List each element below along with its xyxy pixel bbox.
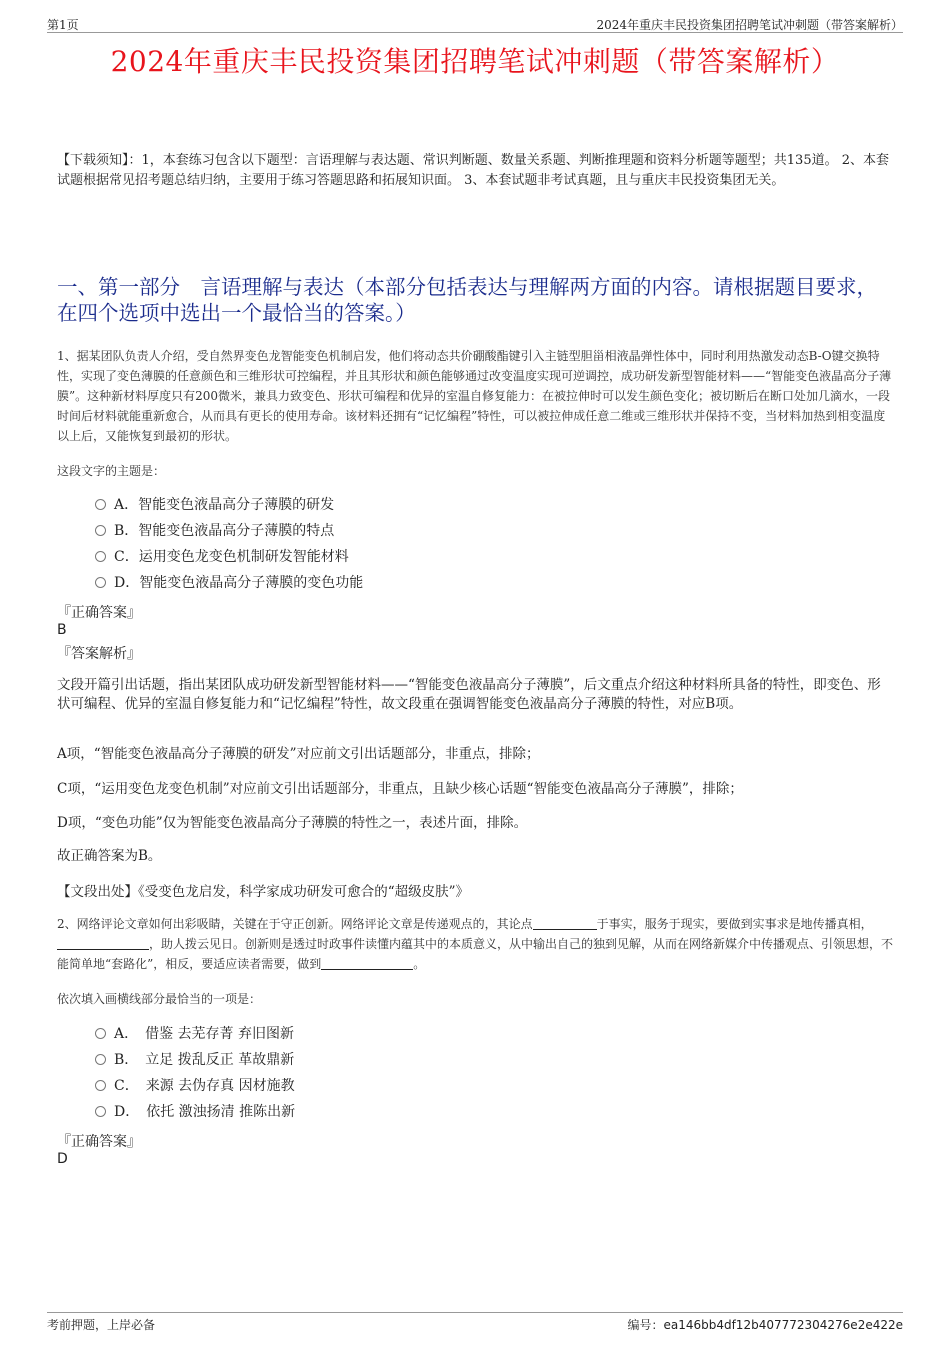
q1-analysis-d: D项，“变色功能”仅为智能变色液晶高分子薄膜的特性之一，表述片面，排除。: [57, 815, 528, 831]
q2-option-a[interactable]: A． 借鉴 去芜存菁 弃旧图新: [95, 1021, 295, 1047]
q1-options: [95, 492, 363, 596]
q1-analysis-c: C项，“运用变色龙变色机制”对应前文引出话题部分，非重点，且缺少核心话题“智能变色液晶高分子薄膜”，排除；: [57, 781, 743, 797]
download-notice: 【下载须知】：1，本套练习包含以下题型：言语理解与表达题、常识判断题、数量关系题、判断推理题和资料分析题等题型；共135道。 2、本套试题根据常见招考题总结归纳，主要用于练习答题思路和拓展知识面。 3、本套试题非考试真题，且与重庆丰民投资集团无关。: [57, 153, 889, 188]
radio-icon[interactable]: [95, 1054, 106, 1065]
q2-blank-2: [57, 936, 149, 950]
q1-prompt: 这段文字的主题是：: [57, 464, 166, 478]
q2-answer: D: [57, 1151, 68, 1167]
q1-source: 【文段出处】《受变色龙启发，科学家成功研发可愈合的“超级皮肤”》: [57, 884, 470, 900]
q2-passage: 2、网络评论文章如何出彩吸睛，关键在于守正创新。网络评论文章是传递观点的，其论点 于事实，服务于现实，要做到实事求是地传播真相，，助人拨云见日。创新则是透过时政事件读懂内蕴其中的本质意义，从中输出自己的独到见解，从而在网络新媒介中传播观点、引领思想，不能简单地“套路化”，相反，要适应读者需要，做到 。: [57, 917, 894, 971]
q2-option-b[interactable]: B． 立足 拨乱反正 革故鼎新: [95, 1047, 295, 1073]
q1-option-b[interactable]: B．智能变色液晶高分子薄膜的特点: [95, 518, 363, 544]
q2-prompt: 依次填入画横线部分最恰当的一项是：: [57, 992, 262, 1006]
q2-option-c[interactable]: C． 来源 去伪存真 因材施教: [95, 1073, 295, 1099]
q1-analysis-main: 文段开篇引出话题，指出某团队成功研发新型智能材料——“智能变色液晶高分子薄膜”，后文重点介绍这种材料所具备的特性，即变色、形状可编程、优异的室温自修复能力和“记忆编程”特性，故文段重在强调智能变色液晶高分子薄膜的特性，对应B项。: [57, 677, 881, 712]
q1-analysis-a: A项，“智能变色液晶高分子薄膜的研发”对应前文引出话题部分，非重点，排除；: [57, 746, 540, 762]
q1-option-a[interactable]: A．智能变色液晶高分子薄膜的研发: [95, 492, 363, 518]
q1-analysis-label: 『答案解析』: [57, 646, 141, 662]
radio-icon[interactable]: [95, 1106, 106, 1117]
q1-option-d[interactable]: D．智能变色液晶高分子薄膜的变色功能: [95, 570, 363, 596]
radio-icon[interactable]: [95, 551, 106, 562]
q2-blank-3: [321, 956, 413, 970]
q1-answer: B: [57, 622, 67, 638]
radio-icon[interactable]: [95, 1080, 106, 1091]
section-heading: 一、第一部分 言语理解与表达（本部分包括表达与理解两方面的内容。请根据题目要求，在四个选项中选出一个最恰当的答案。）: [57, 275, 877, 325]
page-title: 2024年重庆丰民投资集团招聘笔试冲刺题（带答案解析）: [110, 45, 840, 78]
q2-answer-label: 『正确答案』: [57, 1134, 141, 1150]
q2-blank-1: [533, 916, 597, 930]
radio-icon[interactable]: [95, 525, 106, 536]
page-header: [47, 14, 903, 33]
radio-icon[interactable]: [95, 499, 106, 510]
page-footer: [47, 1312, 903, 1333]
q1-passage: 1、据某团队负责人介绍，受自然界变色龙智能变色机制启发，他们将动态共价硼酸酯键引入主链型胆甾相液晶弹性体中，同时利用热激发动态B-O键交换特性，实现了变色薄膜的任意颜色和三维形状可控编程，并且其形状和颜色能够通过改变温度实现可逆调控，成功研发新型智能材料——“智能变色液晶高分子薄膜”。这种新材料厚度只有200微米，兼具力致变色、形状可编程和优异的室温自修复能力：在被拉伸时可以发生颜色变化；被切断后在断口处加几滴水，一段时间后材料就能重新愈合，从而具有更长的使用寿命。该材料还拥有“记忆编程”特性，可以被拉伸成任意二维或三维形状并保持不变，当材料加热到相变温度以上后，又能恢复到最初的形状。: [57, 349, 892, 443]
footer-code: 编号：ea146bb4df12b407772304276e2e422e: [627, 1318, 903, 1332]
radio-icon[interactable]: [95, 1028, 106, 1039]
page-number: 第1页: [47, 18, 79, 32]
header-doc-title: 2024年重庆丰民投资集团招聘笔试冲刺题（带答案解析）: [596, 18, 903, 32]
q2-options: [95, 1021, 295, 1125]
footer-slogan: 考前押题，上岸必备: [47, 1318, 156, 1332]
q1-analysis-conclusion: 故正确答案为B。: [57, 848, 162, 864]
q1-option-c[interactable]: C．运用变色龙变色机制研发智能材料: [95, 544, 363, 570]
radio-icon[interactable]: [95, 577, 106, 588]
q2-option-d[interactable]: D． 依托 激浊扬清 推陈出新: [95, 1099, 295, 1125]
q1-answer-label: 『正确答案』: [57, 605, 141, 621]
